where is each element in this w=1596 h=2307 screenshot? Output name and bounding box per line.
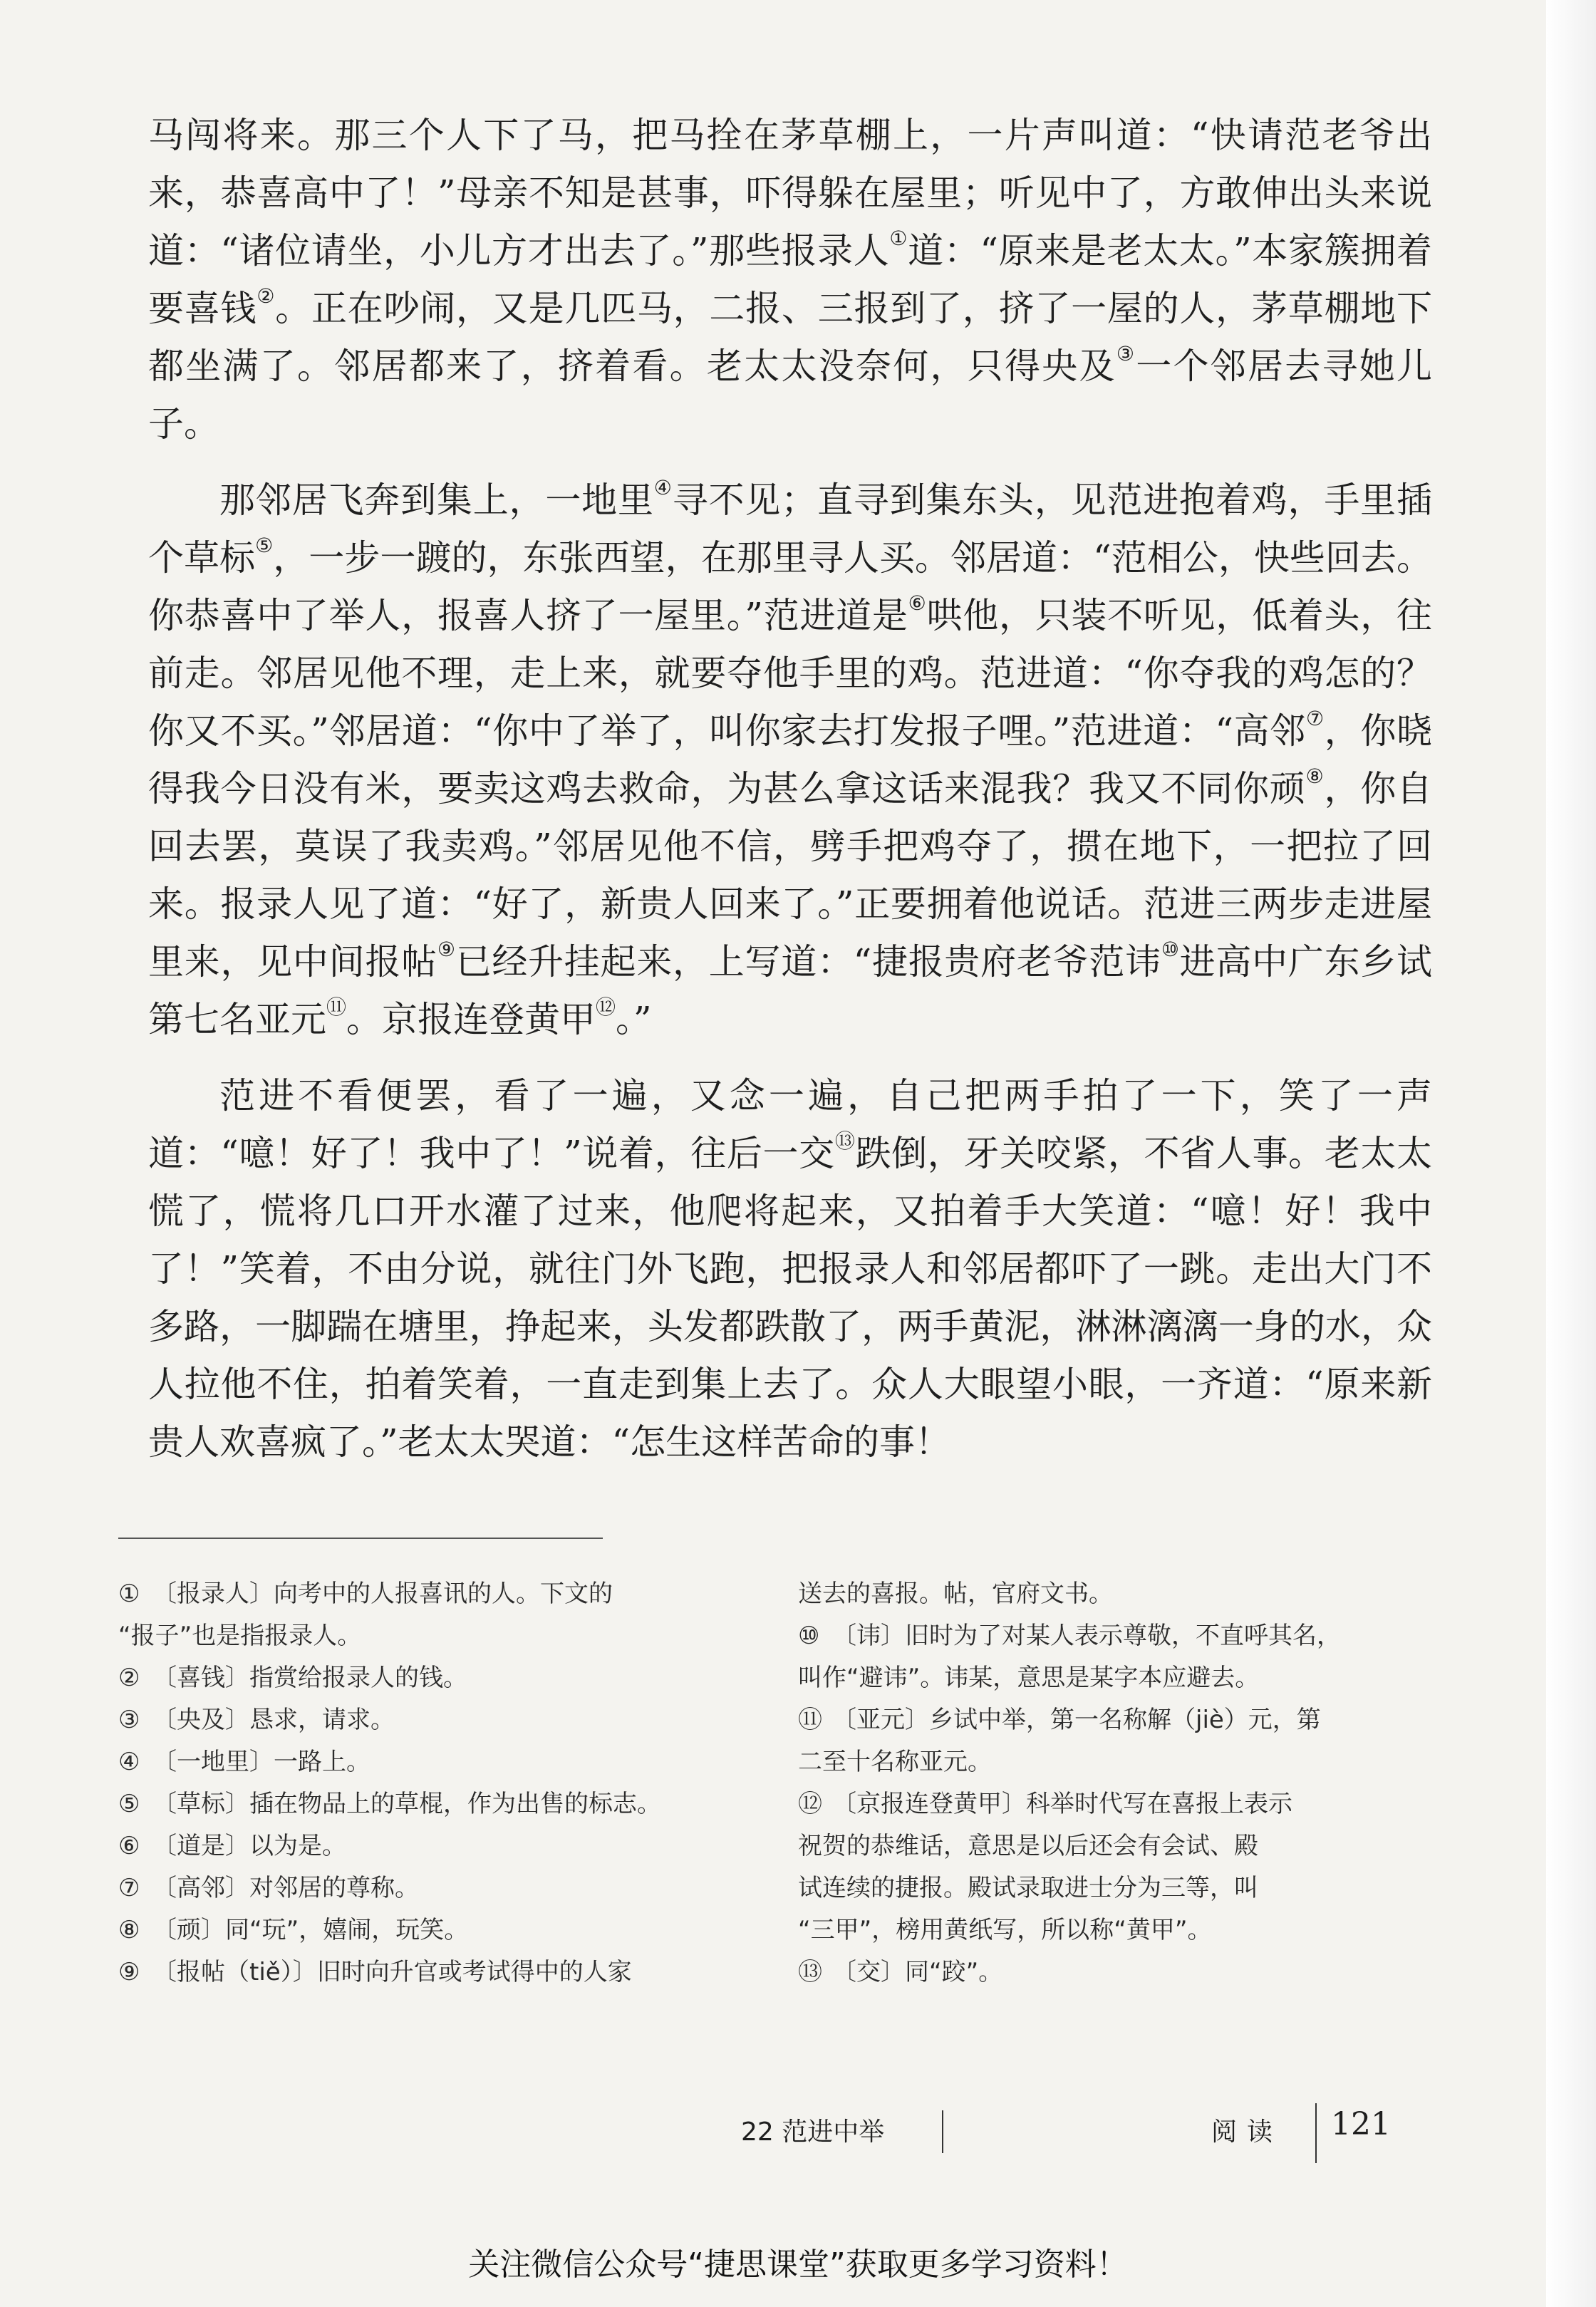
- promo-banner: 关注微信公众号“捷思课堂”获取更多学习资料！: [468, 2246, 1128, 2283]
- text-run: 范进不看便罢，看了一遍，又念一遍，自己把两手拍了一下，笑了一声道：“噫！好了！我中了！”说着，往后一交: [148, 1075, 1432, 1174]
- footnote-text: 〔报录人〕向考中的人报喜讯的人。下文的: [152, 1580, 613, 1608]
- text-run: ，你晓得我今日没有米，要卖这鸡去救命，为甚么拿这话来混我？我又不同你顽: [148, 710, 1432, 809]
- footnote-ref: ⑬: [834, 1129, 856, 1153]
- footnote-ref: ⑨: [437, 937, 456, 961]
- footnote-number: ⑩: [798, 1622, 820, 1650]
- text-run: ，一步一踱的，东张西望，在那里寻人买。邻居道：“范相公，快些回去。你恭喜中了举人，报喜人挤了一屋里。”范进道是: [148, 537, 1433, 636]
- footnote-line: [798, 1951, 1425, 1994]
- footnote-text: “报子”也是指报录人。: [118, 1622, 362, 1650]
- footnote-line: [798, 1909, 1425, 1951]
- text-run: ，你自回去罢，莫误了我卖鸡。”邻居见他不信，劈手把鸡夺了，掼在地下，一把拉了回来。报录人见了道：“好了，新贵人回来了。”正要拥着他说话。范进三两步走进屋里来，见中间报帖: [148, 768, 1433, 983]
- footnote-text: “三甲”，榜用黄纸写，所以称“黄甲”。: [798, 1916, 1212, 1944]
- footnote-text: 〔交〕同“跤”。: [832, 1958, 1003, 1986]
- footnote-number: ⑪: [798, 1706, 822, 1734]
- footnote-text: 〔讳〕旧时为了对某人表示尊敬，不直呼其名，: [832, 1622, 1341, 1650]
- footnote-text: 〔一地里〕一路上。: [152, 1748, 370, 1776]
- footnote-text: 叫作“避讳”。讳某，意思是某字本应避去。: [798, 1664, 1260, 1692]
- footnote-line: [798, 1741, 1425, 1783]
- footnote-text: 〔草标〕插在物品上的草棍，作为出售的标志。: [152, 1790, 661, 1818]
- footnote-line: [798, 1699, 1425, 1741]
- footnote-line: [118, 1867, 745, 1909]
- text-run: 一个邻居去寻她儿子。: [148, 346, 1433, 445]
- footnote-text: 〔顽〕同“玩”，嬉闹，玩笑。: [152, 1916, 469, 1944]
- footnote-number: ⑦: [118, 1874, 140, 1902]
- footnote-text: 〔央及〕恳求，请求。: [152, 1706, 395, 1734]
- footnote-line: [118, 1783, 745, 1825]
- footnote-divider: [118, 1538, 603, 1539]
- footnote-line: [118, 1573, 745, 1615]
- footnote-ref: ⑦: [1305, 706, 1325, 730]
- footer-divider: [1315, 2103, 1317, 2163]
- text-run: 道：“原来是老太太。”本家簇拥着要喜钱: [148, 230, 1432, 329]
- footnote-ref: ⑩: [1161, 937, 1180, 961]
- text-run: 跌倒，牙关咬紧，不省人事。老太太慌了，慌将几口开水灌了过来，他爬将起来，又拍着手大笑道：“噫！好！我中了！”笑着，不由分说，就往门外飞跑，把报录人和邻居都吓了一跳。走出大门不多路，一脚踹在塘里，挣起来，头发都跌散了，两手黄泥，淋淋漓漓一身的水，众人拉他不住，拍着笑着，一直走到集上去了。众人大眼望小眼，一齐道：“原来新贵人欢喜疯了。”老太太哭道：“怎生这样苦命的事！: [148, 1133, 1432, 1463]
- footnote-number: ⑤: [118, 1790, 140, 1818]
- footnote-line: [118, 1615, 745, 1657]
- footnote-ref: ②: [256, 284, 276, 308]
- footnote-text: 祝贺的恭维话，意思是以后还会有会试、殿: [798, 1832, 1258, 1860]
- footnote-number: ②: [118, 1664, 140, 1692]
- footnote-line: [118, 1909, 745, 1951]
- footnote-ref: ⑪: [326, 995, 347, 1019]
- footnote-ref: ①: [889, 226, 908, 250]
- text-run: 。正在吵闹，又是几匹马，二报、三报到了，挤了一屋的人，茅草棚地下都坐满了。邻居都来了，挤着看。老太太没奈何，只得央及: [148, 288, 1433, 387]
- footnote-number: ①: [118, 1580, 140, 1608]
- text-run: 进高中广东乡试第七名亚元: [148, 941, 1433, 1040]
- text-run: 。”: [616, 999, 652, 1040]
- main-text: [148, 107, 1432, 1490]
- footnote-line: [798, 1825, 1425, 1867]
- footnote-ref: ③: [1116, 341, 1136, 366]
- text-run: 。京报连登黄甲: [346, 999, 596, 1040]
- footnote-line: [118, 1825, 745, 1867]
- footnote-text: 试连续的捷报。殿试录取进士分为三等，叫: [798, 1874, 1258, 1902]
- footnote-ref: ④: [653, 475, 673, 499]
- text-run: 马闯将来。那三个人下了马，把马拴在茅草棚上，一片声叫道：“快请范老爷出来，恭喜高中了！”母亲不知是甚事，吓得躲在屋里；听见中了，方敢伸出头来说道：“诸位请坐，小儿方才出去了。”那些报录人: [148, 115, 1432, 271]
- paragraph: [148, 107, 1432, 453]
- footnote-line: [118, 1699, 745, 1741]
- footnote-line: [118, 1657, 745, 1699]
- footnote-line: [798, 1615, 1425, 1657]
- footnote-ref: ⑥: [908, 591, 927, 615]
- footnotes-right-column: [798, 1573, 1425, 1994]
- footnote-text: 〔京报连登黄甲〕科举时代写在喜报上表示: [832, 1790, 1292, 1818]
- text-run: 哄他，只装不听见，低着头，往前走。邻居见他不理，走上来，就要夺他手里的鸡。范进道：“你夺我的鸡怎的？你又不买。”邻居道：“你中了举了，叫你家去打发报子哩。”范进道：“高邻: [148, 595, 1433, 752]
- footnote-line: [798, 1657, 1425, 1699]
- footnote-line: [798, 1783, 1425, 1825]
- lesson-title: 22 范进中举: [741, 2117, 885, 2147]
- footnote-number: ④: [118, 1748, 140, 1776]
- footnote-number: ⑧: [118, 1916, 140, 1944]
- footnote-ref: ⑧: [1305, 764, 1325, 788]
- page-edge: [1546, 0, 1596, 2307]
- footer-divider: [942, 2110, 943, 2153]
- footnote-line: [118, 1741, 745, 1783]
- footnote-text: 〔道是〕以为是。: [152, 1832, 346, 1860]
- page-number: 121: [1331, 2106, 1391, 2142]
- section-label: 阅读: [1211, 2117, 1283, 2147]
- footnote-number: ③: [118, 1706, 140, 1734]
- paragraph: [148, 1067, 1432, 1471]
- footnote-number: ⑥: [118, 1832, 140, 1860]
- footnote-number: ⑬: [798, 1958, 822, 1986]
- footnote-number: ⑫: [798, 1790, 822, 1818]
- paragraph: [148, 472, 1432, 1049]
- text-run: 已经升挂起来，上写道：“捷报贵府老爷范讳: [455, 941, 1161, 983]
- footnote-ref: ⑤: [255, 533, 274, 557]
- page-footer: [0, 2103, 1596, 2167]
- footnotes-left-column: [118, 1573, 745, 1994]
- text-run: 那邻居飞奔到集上，一地里: [219, 479, 654, 521]
- footnote-text: 送去的喜报。帖，官府文书。: [798, 1580, 1113, 1608]
- footnote-text: 〔高邻〕对邻居的尊称。: [152, 1874, 419, 1902]
- footnote-text: 〔亚元〕乡试中举，第一名称解（jiè）元，第: [832, 1706, 1321, 1734]
- footnote-line: [798, 1573, 1425, 1615]
- footnote-text: 〔报帖（tiě）〕旧时向升官或考试得中的人家: [152, 1958, 632, 1986]
- footnote-number: ⑨: [118, 1958, 140, 1986]
- text-run: 寻不见；直寻到集东头，见范进抱着鸡，手里插个草标: [148, 479, 1432, 579]
- footnote-text: 二至十名称亚元。: [798, 1748, 992, 1776]
- footnote-line: [798, 1867, 1425, 1909]
- footnote-text: 〔喜钱〕指赏给报录人的钱。: [152, 1664, 467, 1692]
- footnote-line: [118, 1951, 745, 1994]
- footnote-ref: ⑫: [596, 995, 616, 1019]
